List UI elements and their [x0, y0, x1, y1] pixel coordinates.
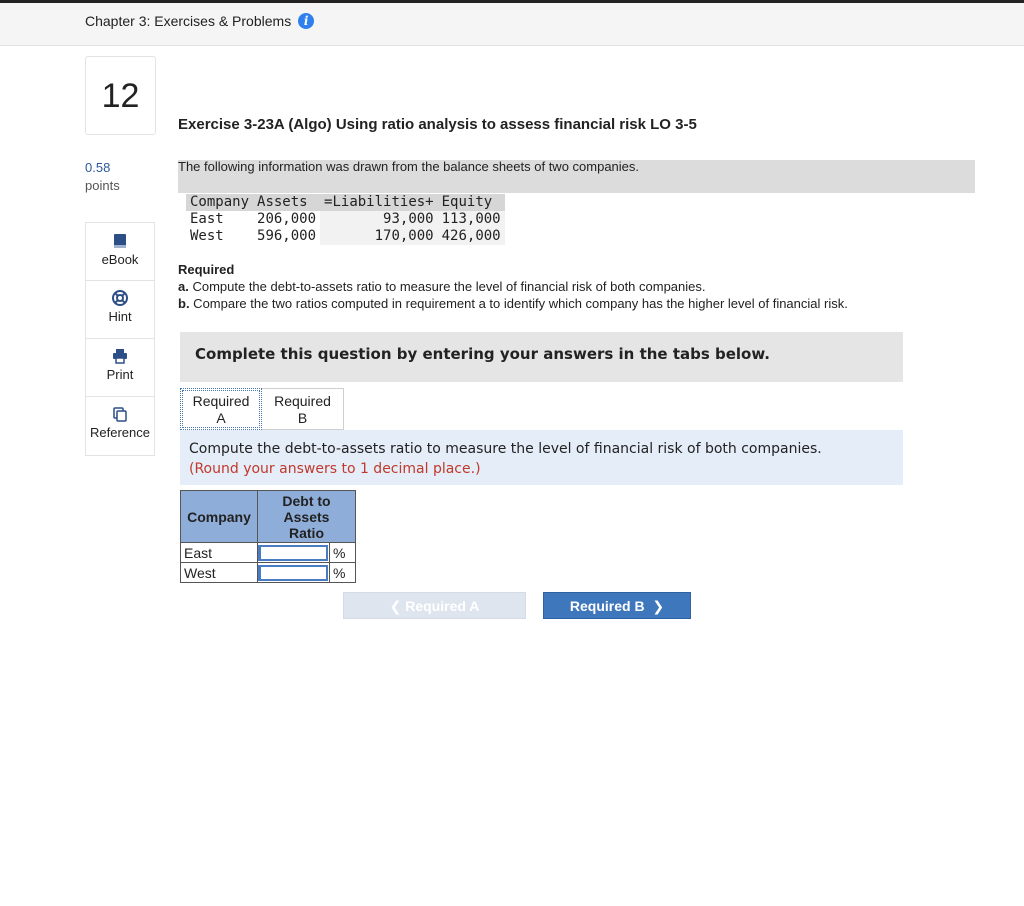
answer-unit: %: [330, 543, 356, 563]
banner-text: Complete this question by entering your answers in the tabs below.: [195, 345, 770, 363]
answer-company-west: West: [181, 563, 258, 583]
tab-required-b-line1: Required: [274, 393, 331, 409]
answer-header-ratio-l2: Assets: [283, 508, 330, 525]
answer-company-east: East: [181, 543, 258, 563]
print-label: Print: [106, 367, 134, 382]
answer-input-cell: [258, 563, 330, 583]
tools-panel: [85, 222, 155, 456]
requirement-tabs: [180, 388, 344, 430]
balance-cell-equity: 113,000: [438, 211, 505, 228]
required-b-label: b.: [178, 296, 190, 311]
question-number: 12: [85, 56, 156, 135]
tab-required-a-line1: Required: [192, 393, 250, 409]
east-ratio-input[interactable]: [258, 545, 328, 561]
copy-icon: [112, 406, 128, 422]
ebook-label: eBook: [101, 252, 139, 267]
answer-table: [180, 490, 356, 583]
info-icon[interactable]: i: [298, 13, 314, 29]
balance-cell-liabilities: 170,000: [320, 228, 438, 245]
hint-button[interactable]: [86, 281, 154, 339]
tab-required-a[interactable]: [180, 388, 262, 430]
balance-header-assets: Assets: [253, 194, 320, 211]
top-bar: [0, 0, 1024, 46]
balance-cell-liabilities: 93,000: [320, 211, 438, 228]
required-a-label: a.: [178, 279, 189, 294]
answer-header-ratio-l1: Debt to: [282, 492, 331, 509]
answer-header-ratio: [258, 491, 356, 543]
required-section: [178, 261, 848, 312]
points-value: 0.58: [85, 160, 111, 175]
balance-header-liabilities: =Liabilities+: [320, 194, 438, 211]
required-b: [178, 295, 848, 312]
hint-label: Hint: [108, 309, 132, 324]
tab-required-a-line2: A: [216, 410, 226, 426]
answer-header-ratio-l3: Ratio: [289, 524, 324, 541]
tab-instruction: [180, 430, 903, 485]
answer-unit: %: [330, 563, 356, 583]
answer-input-cell: [258, 543, 330, 563]
chevron-left-icon: ❮: [389, 598, 406, 614]
chapter-title-text: Chapter 3: Exercises & Problems: [85, 13, 292, 29]
west-ratio-input[interactable]: [258, 565, 328, 581]
table-row: [181, 563, 356, 583]
balance-header-company: Company: [186, 194, 253, 211]
print-button[interactable]: [86, 339, 154, 397]
required-b-text: Compare the two ratios computed in requirement a to identify which company has the higher level of financial risk.: [189, 296, 848, 311]
lifebuoy-icon: [112, 290, 128, 306]
points-label: points: [85, 178, 120, 193]
reference-label: Reference: [90, 425, 150, 440]
table-row: [186, 211, 505, 228]
exercise-title: Exercise 3-23A (Algo) Using ratio analysis to assess financial risk LO 3-5: [178, 116, 697, 133]
required-heading: Required: [178, 262, 235, 277]
intro-text: The following information was drawn from the balance sheets of two companies.: [178, 159, 640, 174]
prev-label: Required A: [405, 598, 480, 614]
balance-cell-assets: 206,000: [257, 211, 317, 227]
next-label: Required B: [569, 598, 645, 614]
reference-button[interactable]: [86, 397, 154, 455]
ebook-button[interactable]: [86, 223, 154, 281]
balance-cell-equity: 426,000: [438, 228, 505, 245]
chapter-title: [85, 13, 314, 29]
required-a-text: Compute the debt-to-assets ratio to measure the level of financial risk of both companies.: [188, 279, 706, 294]
points-box: [85, 159, 120, 195]
tab-required-b[interactable]: [262, 388, 344, 430]
balance-header-row: [186, 194, 505, 211]
book-icon: [113, 233, 127, 249]
required-a: [178, 278, 848, 295]
table-row: [186, 228, 505, 245]
balance-cell-company: West: [190, 228, 224, 244]
balance-cell-company: East: [190, 211, 224, 227]
instruction-note: (Round your answers to 1 decimal place.): [189, 461, 481, 477]
balance-sheet-table: [186, 194, 505, 245]
answer-header-row: [181, 491, 356, 543]
balance-cell-assets: 596,000: [257, 228, 317, 244]
table-row: [181, 543, 356, 563]
chevron-right-icon: ❯: [644, 598, 665, 614]
instructions-banner: [180, 332, 903, 382]
printer-icon: [112, 348, 128, 364]
balance-header-equity: Equity: [438, 194, 505, 211]
instruction-text: Compute the debt-to-assets ratio to measure the level of financial risk of both companies.: [189, 441, 822, 457]
tab-required-b-line2: B: [297, 410, 308, 426]
prev-required-a-button[interactable]: [343, 592, 526, 619]
next-required-b-button[interactable]: [543, 592, 691, 619]
answer-header-company: Company: [181, 491, 258, 543]
